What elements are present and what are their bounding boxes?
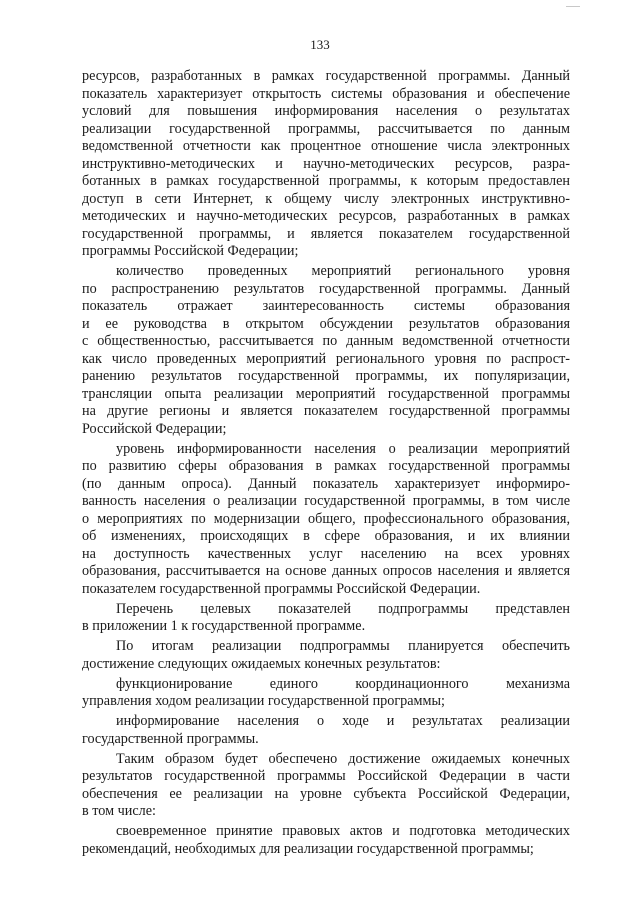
text-line: обеспечения ее реализации на уровне субъекта Российской Федерации, [82, 785, 570, 802]
text-line: информирование населения о ходе и результатах реализации [116, 713, 570, 729]
page-number: 133 [310, 37, 330, 52]
paragraph [82, 751, 570, 821]
text-line: управления ходом реализации государственной программы; [82, 693, 445, 709]
text-line: доступ в сети Интернет, к общему числу электронных инструктивно- [82, 190, 570, 207]
text-line: на другие регионы и является показателем государственной программы [82, 403, 570, 419]
text-line: в приложении 1 к государственной программе. [82, 618, 366, 634]
text-line: достижение следующих ожидаемых конечных результатов: [82, 655, 441, 672]
paragraph [82, 263, 570, 438]
text-line: своевременное принятие правовых актов и подготовка методических [116, 823, 570, 839]
text-line: количество проведенных мероприятий регионального уровня [116, 263, 570, 279]
text-line: по распространению результатов государственной программы. Данный [82, 280, 570, 297]
paragraph [82, 638, 570, 673]
text-line: о мероприятиях по модернизации общего, профессионального образования, [82, 510, 570, 527]
text-line: Таким образом будет обеспечено достижение ожидаемых конечных [116, 750, 570, 767]
text-line: ресурсов, разработанных в рамках государственной программы. Данный [82, 68, 570, 84]
text-line: ботанных в рамках государственной программы, к которым предоставлен [82, 173, 570, 189]
text-line: рекомендаций, необходимых для реализации государственной программы; [82, 840, 534, 857]
text-line: и ее руководства в открытом обсуждении результатов образования [82, 315, 570, 332]
text-line: инструктивно-методических и научно-методических ресурсов, разра- [82, 155, 570, 172]
text-line: условий для повышения информирования населения о результатах [82, 103, 570, 119]
text-line: государственной программы, и является показателем государственной [82, 225, 570, 242]
paragraph [82, 676, 570, 711]
paragraph [82, 68, 570, 261]
text-line: методических и научно-методических ресурсов, разработанных в рамках [82, 208, 570, 224]
text-line: уровень информированности населения о реализации мероприятий [116, 440, 570, 457]
paragraph [82, 713, 570, 748]
text-line: результатов государственной программы Российской Федерации в части [82, 768, 570, 784]
text-line: ранению результатов государственной программы, их популяризации, [82, 368, 570, 384]
paragraph [82, 823, 570, 858]
text-line: образования, рассчитывается на основе данных опросов населения и является [82, 563, 570, 579]
text-line: (по данным опроса). Данный показатель характеризует информиро- [82, 475, 570, 492]
text-line: на доступность качественных услуг населению на всех уровнях [82, 545, 570, 562]
text-line: По итогам реализации подпрограммы планируется обеспечить [116, 638, 570, 654]
paragraph [82, 601, 570, 636]
document-body [82, 68, 570, 861]
text-line: трансляции опыта реализации мероприятий государственной программы [82, 385, 570, 402]
text-line: об изменениях, происходящих в сфере образования, и их влиянии [82, 528, 570, 544]
text-line: государственной программы. [82, 730, 259, 747]
text-line: Российской Федерации; [82, 420, 227, 437]
text-line: реализации государственной программы, рассчитывается по данным [82, 120, 570, 137]
text-line: ведомственной отчетности как процентное отношение числа электронных [82, 138, 570, 154]
text-line: с общественностью, рассчитывается по данным ведомственной отчетности [82, 333, 570, 349]
scan-corner-mark [566, 6, 580, 10]
text-line: в том числе: [82, 803, 156, 819]
text-line: показатель отражает заинтересованность системы образования [82, 298, 570, 314]
text-line: функционирование единого координационного механизма [116, 675, 570, 692]
paragraph [82, 441, 570, 599]
text-line: показатель характеризует открытость системы образования и обеспечение [82, 85, 570, 102]
text-line: программы Российской Федерации; [82, 243, 299, 259]
text-line: ванность населения о реализации государственной программы, в том числе [82, 493, 570, 509]
text-line: показателем государственной программы Российской Федерации. [82, 580, 481, 597]
text-line: по развитию сферы образования в рамках государственной программы [82, 458, 570, 474]
text-line: Перечень целевых показателей подпрограммы представлен [116, 600, 570, 617]
text-line: как число проведенных мероприятий регионального уровня по распрост- [82, 350, 570, 367]
